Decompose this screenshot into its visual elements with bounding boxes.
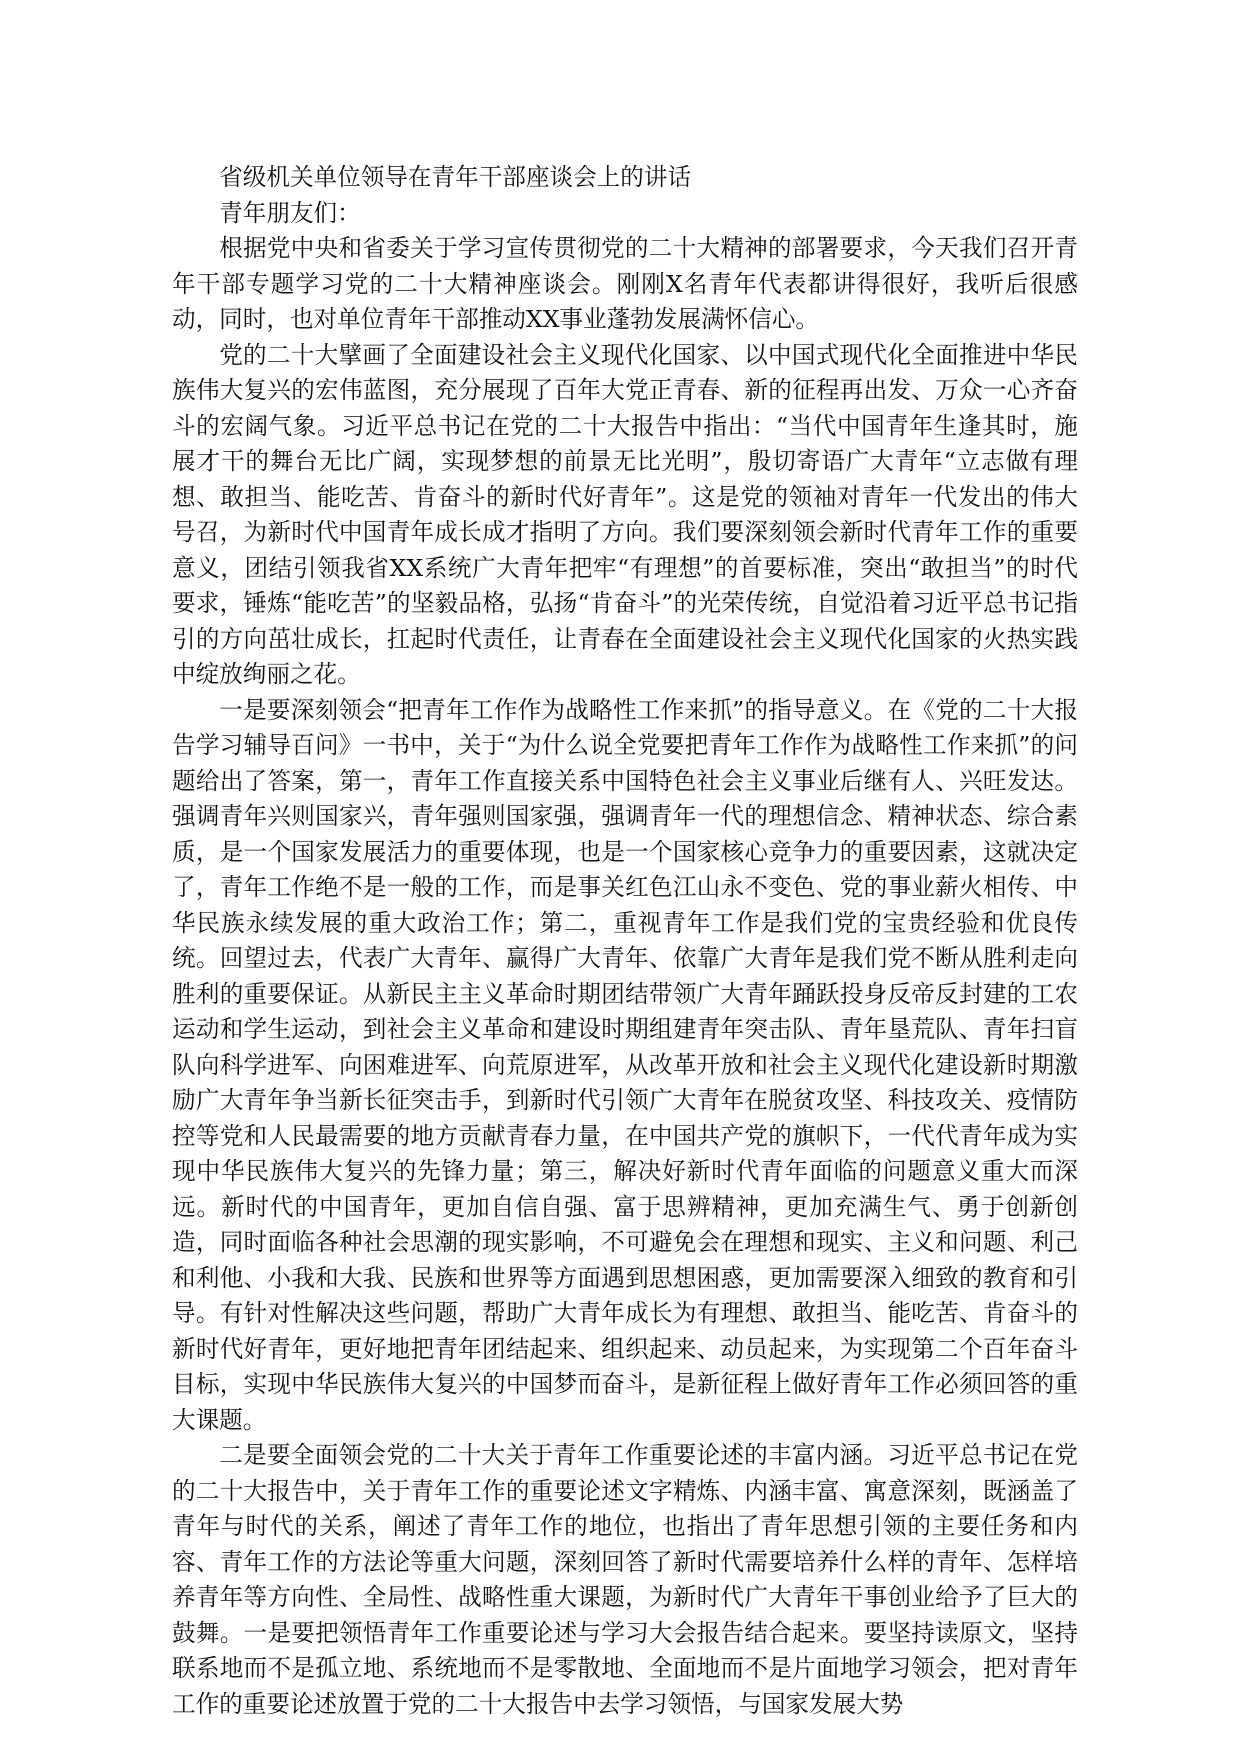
- salutation: 青年朋友们：: [219, 198, 361, 227]
- paragraph-intro: 根据党中央和省委关于学习宣传贯彻党的二十大精神的部署要求，今天我们召开青年干部专题学习党的二十大精神座谈会。刚刚X名青年代表都讲得很好，我听后很感动，同时，也对单位青年干部推动XX事业蓬勃发展满怀信心。: [172, 234, 1078, 333]
- document-page: [172, 160, 1078, 1722]
- paragraph-point-one: 一是要深刻领会“把青年工作作为战略性工作来抓”的指导意义。在《党的二十大报告学习辅导百问》一书中，关于“为什么说全党要把青年工作作为战略性工作来抓”的问题给出了答案，第一，青年工作直接关系中国特色社会主义事业后继有人、兴旺发达。强调青年兴则国家兴，青年强则国家强，强调青年一代的理想信念、精神状态、综合素质，是一个国家发展活力的重要体现，也是一个国家核心竞争力的重要因素，这就决定了，青年工作绝不是一般的工作，而是事关红色江山永不变色、党的事业薪火相传、中华民族永续发展的重大政治工作；第二，重视青年工作是我们党的宝贵经验和优良传统。回望过去，代表广大青年、赢得广大青年、依靠广大青年是我们党不断从胜利走向胜利的重要保证。从新民主主义革命时期团结带领广大青年踊跃投身反帝反封建的工农运动和学生运动，到社会主义革命和建设时期组建青年突击队、青年垦荒队、青年扫盲队向科学进军、向困难进军、向荒原进军，从改革开放和社会主义现代化建设新时期激励广大青年争当新长征突击手，到新时代引领广大青年在脱贫攻坚、科技攻关、疫情防控等党和人民最需要的地方贡献青春力量，在中国共产党的旗帜下，一代代青年成为实现中华民族伟大复兴的先锋力量；第三，解决好新时代青年面临的问题意义重大而深远。新时代的中国青年，更加自信自强、富于思辨精神，更加充满生气、勇于创新创造，同时面临各种社会思潮的现实影响，不可避免会在理想和现实、主义和问题、利己和利他、小我和大我、民族和世界等方面遇到思想困惑，更加需要深入细致的教育和引导。有针对性解决这些问题，帮助广大青年成长为有理想、敢担当、能吃苦、肯奋斗的新时代好青年，更好地把青年团结起来、组织起来、动员起来，为实现第二个百年奋斗目标，实现中华民族伟大复兴的中国梦而奋斗，是新征程上做好青年工作必须回答的重大课题。: [172, 695, 1078, 1434]
- paragraph-blueprint: 党的二十大擘画了全面建设社会主义现代化国家、以中国式现代化全面推进中华民族伟大复兴的宏伟蓝图，充分展现了百年大党正青春、新的征程再出发、万众一心齐奋斗的宏阔气象。习近平总书记在党的二十大报告中指出：“当代中国青年生逢其时，施展才干的舞台无比广阔，实现梦想的前景无比光明”，殷切寄语广大青年“立志做有理想、敢担当、能吃苦、肯奋斗的新时代好青年”。这是党的领袖对青年一代发出的伟大号召，为新时代中国青年成长成才指明了方向。我们要深刻领会新时代青年工作的重要意义，团结引领我省XX系统广大青年把牢“有理想”的首要标准，突出“敢担当”的时代要求，锤炼“能吃苦”的坚毅品格，弘扬“肯奋斗”的光荣传统，自觉沿着习近平总书记指引的方向茁壮成长，扛起时代责任，让青春在全面建设社会主义现代化国家的火热实践中绽放绚丽之花。: [172, 340, 1078, 688]
- paragraph-point-two: 二是要全面领会党的二十大关于青年工作重要论述的丰富内涵。习近平总书记在党的二十大报告中，关于青年工作的重要论述文字精炼、内涵丰富、寓意深刻，既涵盖了青年与时代的关系，阐述了青年工作的地位，也指出了青年思想引领的主要任务和内容、青年工作的方法论等重大问题，深刻回答了新时代需要培养什么样的青年、怎样培养青年等方向性、全局性、战略性重大课题，为新时代广大青年干事创业给予了巨大的鼓舞。一是要把领悟青年工作重要论述与学习大会报告结合起来。要坚持读原文，坚持联系地而不是孤立地、系统地而不是零散地、全面地而不是片面地学习领会，把对青年工作的重要论述放置于党的二十大报告中去学习领悟，与国家发展大势: [172, 1441, 1078, 1718]
- document-title: 省级机关单位领导在青年干部座谈会上的讲话: [219, 163, 692, 191]
